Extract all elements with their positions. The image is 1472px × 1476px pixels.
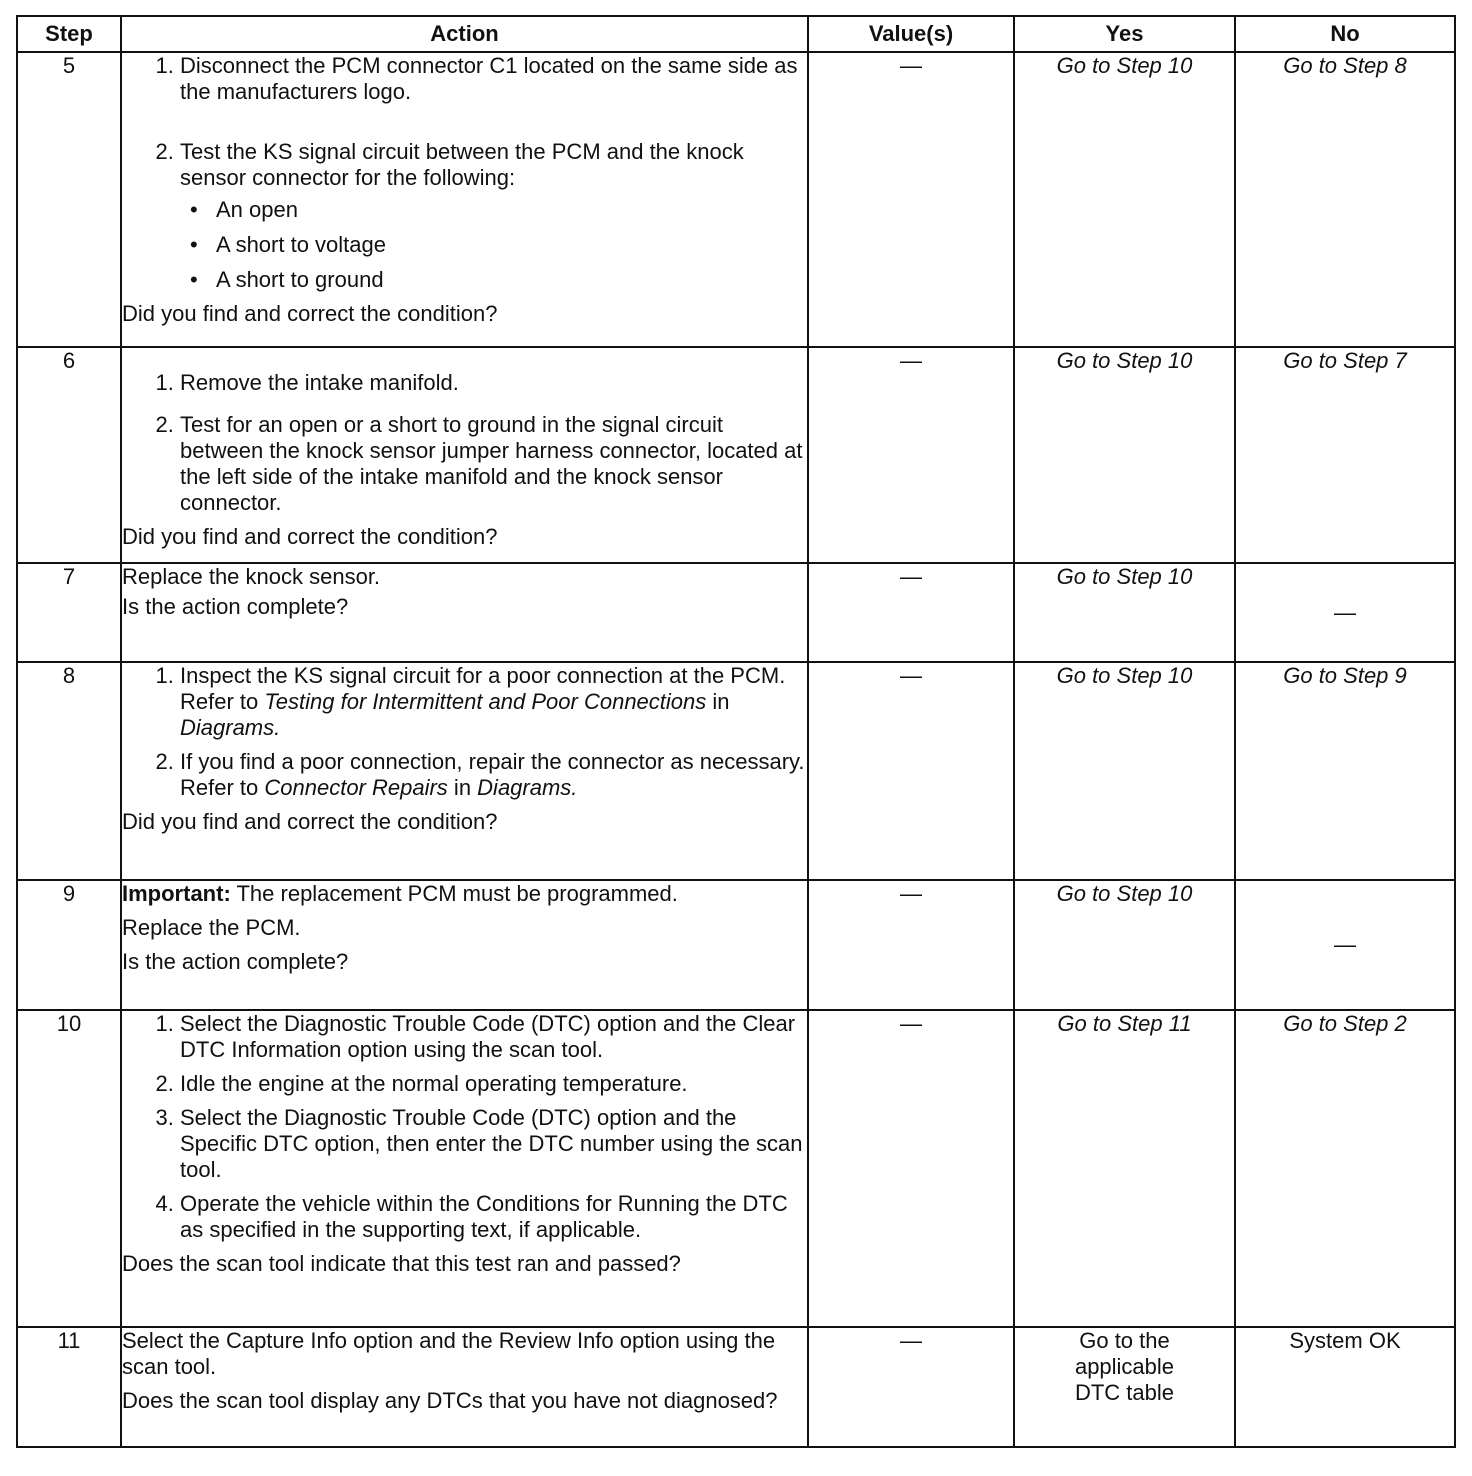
yes-cell: Go to Step 10 (1014, 880, 1235, 1010)
action-cell (121, 563, 808, 662)
important-text: The replacement PCM must be programmed. (230, 881, 678, 906)
list-item: 3. Select the Diagnostic Trouble Code (DTC) option and the Specific DTC option, then enter the DTC number using the scan tool. (180, 1105, 807, 1183)
document-reference: Diagrams. (477, 775, 578, 800)
item-text: in (706, 689, 730, 714)
question-text: Is the action complete? (122, 594, 349, 619)
list-item: 2. Test for an open or a short to ground in the signal circuit between the knock sensor jumper harness connector, located at the left side of the intake manifold and the knock sensor connector. (180, 412, 807, 516)
action-cell (121, 347, 808, 563)
value-cell: — (808, 880, 1014, 1010)
bullet-item (190, 197, 807, 223)
table-row (17, 347, 1455, 563)
document-reference: Diagrams. (180, 715, 281, 740)
list-item: 2. Idle the engine at the normal operating temperature. (180, 1071, 807, 1097)
bullet-item (190, 267, 807, 293)
action-list (122, 53, 807, 293)
yes-cell: Go to Step 10 (1014, 662, 1235, 880)
yes-cell (1014, 1327, 1235, 1447)
action-cell (121, 662, 808, 880)
bullet-icon: • (190, 267, 198, 292)
table-row (17, 1327, 1455, 1447)
yes-line: DTC table (1074, 1380, 1175, 1405)
no-cell: — (1235, 880, 1455, 1010)
action-cell (121, 1010, 808, 1327)
yes-line: Go to the (1079, 1328, 1170, 1353)
header-row (17, 16, 1455, 52)
step-number: 8 (17, 662, 121, 880)
no-cell: Go to Step 7 (1235, 347, 1455, 563)
table-row (17, 662, 1455, 880)
header-no: No (1235, 16, 1455, 52)
list-item: 1. Disconnect the PCM connector C1 located on the same side as the manufacturers logo. (180, 53, 807, 105)
question-text: Is the action complete? (122, 949, 349, 974)
question-text: Does the scan tool indicate that this test ran and passed? (122, 1251, 681, 1276)
list-item (180, 663, 807, 741)
reference-link: Connector Repairs (264, 775, 448, 800)
value-cell: — (808, 347, 1014, 563)
step-number: 11 (17, 1327, 121, 1447)
yes-cell: Go to Step 10 (1014, 563, 1235, 662)
bullet-text: A short to ground (216, 267, 384, 292)
header-values: Value(s) (808, 16, 1014, 52)
header-yes: Yes (1014, 16, 1235, 52)
list-item (180, 749, 807, 801)
list-item: 1. Select the Diagnostic Trouble Code (DTC) option and the Clear DTC Information option using the scan tool. (180, 1011, 807, 1063)
important-note (122, 881, 807, 907)
no-cell: System OK (1235, 1327, 1455, 1447)
no-cell: Go to Step 2 (1235, 1010, 1455, 1327)
reference-link: Testing for Intermittent and Poor Connections (264, 689, 707, 714)
bullet-list (180, 197, 807, 293)
action-text: Replace the PCM. (122, 915, 301, 940)
action-list (122, 1011, 807, 1243)
question-text: Did you find and correct the condition? (122, 809, 498, 834)
header-action: Action (121, 16, 808, 52)
bullet-icon: • (190, 232, 198, 257)
no-cell: — (1235, 563, 1455, 662)
list-item (180, 139, 807, 293)
value-cell: — (808, 1327, 1014, 1447)
yes-line: applicable (1074, 1354, 1175, 1379)
table-row (17, 880, 1455, 1010)
question-text: Did you find and correct the condition? (122, 301, 498, 326)
yes-cell: Go to Step 10 (1014, 52, 1235, 347)
item-text: Test the KS signal circuit between the PCM and the knock sensor connector for the following: (180, 139, 744, 190)
action-cell (121, 1327, 808, 1447)
table-row (17, 1010, 1455, 1327)
bullet-item (190, 232, 807, 258)
item-text: If you find a poor connection, repair the connector as necessary. Refer to (180, 749, 805, 800)
step-number: 9 (17, 880, 121, 1010)
item-text: Inspect the KS signal circuit for a poor connection at the PCM. Refer to (180, 663, 786, 714)
value-cell: — (808, 1010, 1014, 1327)
step-number: 7 (17, 563, 121, 662)
no-cell: Go to Step 9 (1235, 662, 1455, 880)
step-number: 10 (17, 1010, 121, 1327)
action-text: Select the Capture Info option and the Review Info option using the scan tool. (122, 1328, 776, 1379)
bullet-text: A short to voltage (216, 232, 386, 257)
step-number: 5 (17, 52, 121, 347)
value-cell: — (808, 563, 1014, 662)
header-step: Step (17, 16, 121, 52)
value-cell: — (808, 52, 1014, 347)
action-cell (121, 880, 808, 1010)
list-item: 1. Remove the intake manifold. (180, 370, 807, 396)
bullet-icon: • (190, 197, 198, 222)
item-text: in (447, 775, 478, 800)
yes-cell: Go to Step 10 (1014, 347, 1235, 563)
question-text: Does the scan tool display any DTCs that you have not diagnosed? (122, 1388, 778, 1413)
action-cell (121, 52, 808, 347)
value-cell: — (808, 662, 1014, 880)
no-cell: Go to Step 8 (1235, 52, 1455, 347)
action-list (122, 370, 807, 516)
step-number: 6 (17, 347, 121, 563)
diagnostic-table (16, 15, 1456, 1448)
table-row (17, 52, 1455, 347)
yes-cell: Go to Step 11 (1014, 1010, 1235, 1327)
bullet-text: An open (216, 197, 298, 222)
important-label: Important: (122, 881, 231, 906)
question-text: Did you find and correct the condition? (122, 524, 498, 549)
list-item: 4. Operate the vehicle within the Conditions for Running the DTC as specified in the supporting text, if applicable. (180, 1191, 807, 1243)
table-row (17, 563, 1455, 662)
action-list (122, 663, 807, 801)
action-text: Replace the knock sensor. (122, 564, 381, 589)
